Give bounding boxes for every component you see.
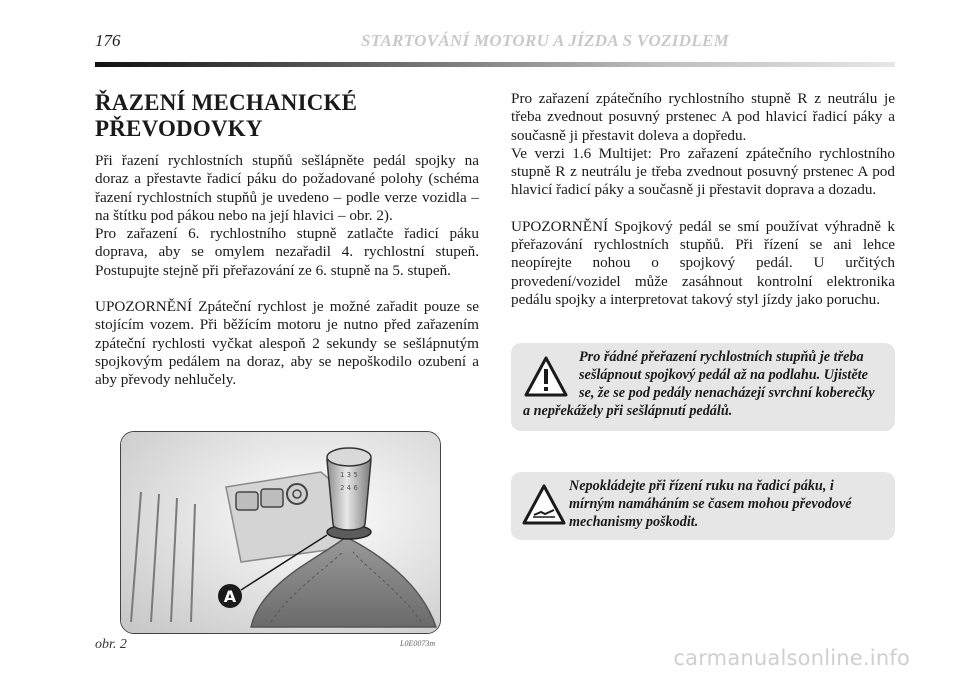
- left-column: [95, 90, 479, 390]
- svg-text:1 3 5: 1 3 5: [340, 471, 358, 479]
- right-paragraph-1: Pro zařazení zpátečního rychlostního stupně R z neutrálu je třeba zvednout posuvný prstenec A pod hlavicí řadicí páky a současně ji přestavit doleva a dopředu.: [511, 90, 895, 144]
- left-paragraph-notice: UPOZORNĚNÍ Zpáteční rychlost je možné zařadit pouze se stojícím vozem. Při běžícím motoru je nutno před zařazením zpáteční rychlosti vyčkat alespoň 2 sekundy se sešlápnutým spojkovým pedálem na doraz, aby se nepoškodilo ozubení a aby převody nehlučely.: [95, 298, 479, 389]
- watermark: carmanualsonline.info: [673, 646, 910, 670]
- warning-triangle-icon: [523, 354, 569, 400]
- warning-text-safety: Pro řádné přeřazení rychlostních stupňů je třeba sešlápnout spojkový pedál až na podlahu. Ujistěte se, že se pod pedály nenacházejí svrchní koberečky a nepřekážely při sešlápnutí pedálů.: [523, 349, 875, 419]
- gear-lever-illustration: [121, 432, 441, 634]
- figure-code: L0E0073m: [400, 639, 436, 648]
- warning-box-safety: [511, 343, 895, 431]
- svg-text:2 4 6: 2 4 6: [340, 484, 358, 492]
- left-paragraph-2: Pro zařazení 6. rychlostního stupně zatlačte řadicí páku doprava, aby se omylem nezařadil 4. rychlostní stupeň. Postupujte stejně při přeřazování ze 6. stupně na 5. stupeň.: [95, 225, 479, 279]
- section-title: [95, 90, 479, 142]
- damage-warning-icon: [521, 482, 567, 528]
- section-title-line-2: PŘEVODOVKY: [95, 116, 263, 141]
- right-paragraph-2: Ve verzi 1.6 Multijet: Pro zařazení zpátečního rychlostního stupně R z neutrálu je třeba zvednout posuvný prstenec A pod hlavicí řadicí páky a současně ji přestavit doprava a dozadu.: [511, 144, 895, 199]
- header-rule: [95, 62, 895, 67]
- running-title: STARTOVÁNÍ MOTORU A JÍZDA S VOZIDLEM: [360, 31, 730, 50]
- warning-text-damage: Nepokládejte při řízení ruku na řadicí páku, i mírným namáháním se časem mohou převodové mechanismy poškodit.: [569, 478, 852, 530]
- warning-box-damage: [511, 472, 895, 540]
- figure-caption: obr. 2: [95, 637, 127, 652]
- page-header: [95, 31, 895, 53]
- page-number: 176: [95, 31, 121, 50]
- left-paragraph-1: Při řazení rychlostních stupňů sešlápněte pedál spojky na doraz a přestavte řadicí páku do požadované polohy (schéma řazení rychlostních stupňů je uvedeno – podle verze vozidla – na štítku pod pákou nebo na její hlavici – obr. 2).: [95, 152, 479, 224]
- gear-lever-figure: [120, 431, 441, 634]
- callout-label-a: A: [223, 587, 237, 606]
- right-paragraph-notice: UPOZORNĚNÍ Spojkový pedál se smí používat výhradně k přeřazování rychlostních stupňů. Při řízení se ani lehce neopírejte nohou o spojkový pedál. U určitých provedení/vozidel může zasáhnout kontrolní elektronika pedálu spojky a interpretovat takový styl jízdy jako poruchu.: [511, 217, 895, 308]
- right-column: [511, 90, 895, 309]
- section-title-line-1: ŘAZENÍ MECHANICKÉ: [95, 90, 358, 115]
